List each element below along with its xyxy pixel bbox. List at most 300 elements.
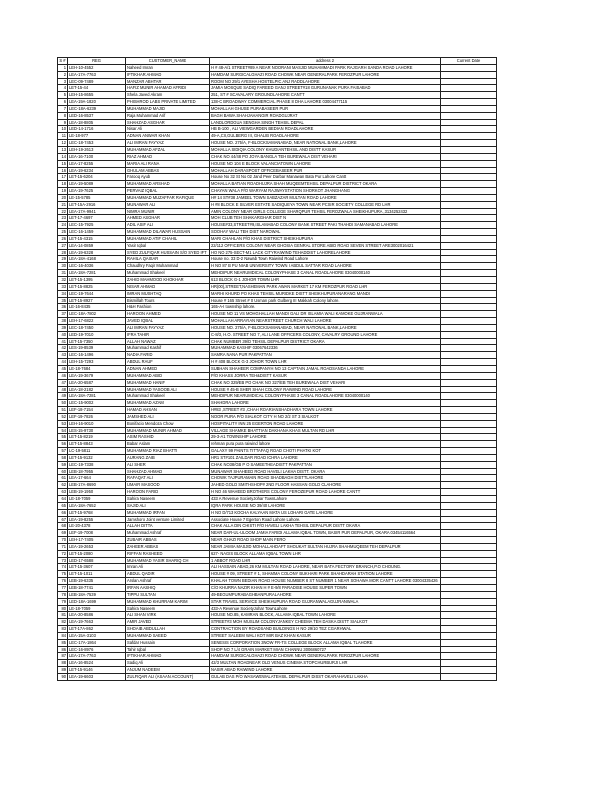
reg-cell: LEB-18-7955 [68,468,126,475]
current-date-cell [441,304,497,311]
address-cell: Associate House 7 Egerton Road Lahore Lahore. [210,516,441,523]
header-row [58,58,497,65]
reg-cell: LEA-18-8805 [68,119,126,126]
address-cell: HO NO 275-SECT-M1 LACK CITYRAIWIND TEHADDIST LAHORELAHORE [210,249,441,256]
address-cell: HR1 ST#101 ZAILDAR ROAD ICHRA LAHORE [210,454,441,461]
serial-cell: 58 [58,454,68,461]
serial-cell: 33 [58,283,68,290]
address-cell: HOUSE#33,STREET#9,ISLAMABAD COLONY BANK STREET PAKI THAHDI SAMANABAD LAHORE [210,222,441,229]
table-row [58,496,497,503]
serial-cell: 34 [58,290,68,297]
current-date-cell [441,550,497,557]
reg-cell: LET-17-4697 [68,215,126,222]
reg-cell: LEA-18A-7652 [68,502,126,509]
serial-cell: 39 [58,324,68,331]
current-date-cell [441,646,497,653]
reg-cell: LET-15-1395 [68,277,126,284]
reg-cell: LEC-18A-6239 [68,105,126,112]
reg-cell: LED-17-6588 [68,557,126,564]
current-date-cell [441,407,497,414]
address-cell: SHAHDRA LAHORE [210,400,441,407]
table-body [58,64,497,680]
current-date-cell [441,441,497,448]
current-date-cell [441,413,497,420]
customer-name-cell: Raja Muhammad Arif [126,112,210,119]
current-date-cell [441,475,497,482]
address-cell: C-8/3, H.O. STREET NO 7, ALI LANE OFFICERS COLONY, CAVALRY GROUND LAHORE [210,331,441,338]
reg-cell: LEH-15-8655 [68,92,126,99]
address-cell: HOUSE NO.85, KAMRAN BLOCK, ALLAMA IQBAL TOWN LAHORE [210,612,441,619]
address-cell: HOUSE NO 104 E BLOCK VALANCIATOWN LAHORE [210,160,441,167]
reg-cell: LEC-18-7453 [68,140,126,147]
reg-cell: LEC-16-8976 [68,646,126,653]
current-date-cell [441,591,497,598]
current-date-cell [441,297,497,304]
current-date-cell [441,235,497,242]
serial-cell: 83 [58,626,68,633]
serial-cell: 2 [58,71,68,78]
table-row [58,407,497,414]
table-row [58,194,497,201]
current-date-cell [441,660,497,667]
address-cell: MOHALLAH DARASPOST OFFICEBASEER PUR [210,167,441,174]
customer-name-cell: ALI SHAN VIRK [126,612,210,619]
address-cell: HOUSE # 45-B SHER SHAH COLONY RAIWIND ROAD LAHORE [210,386,441,393]
table-row [58,188,497,195]
address-cell: JAHED GOLD SMITHSHOP# 2ND FLOOR HASSAN GOLD CLAHORE [210,482,441,489]
table-row [58,235,497,242]
table-row [58,502,497,509]
table-row [58,263,497,270]
serial-cell: 60 [58,468,68,475]
reg-cell: LED-18A-1699 [68,598,126,605]
header-customer-name: CUSTOMER_NAME [126,58,210,65]
reg-cell: LEA-18A-7281 [68,393,126,400]
table-row [58,324,497,331]
serial-cell: 12 [58,140,68,147]
reg-cell: LEA-19-7625 [68,188,126,195]
serial-cell: 46 [58,372,68,379]
address-cell: 627- NAGIS BLOCK ALLAMA IQBAL TOWN LHR [210,550,441,557]
table-row [58,639,497,646]
reg-cell: LET-15-2080 [68,550,126,557]
customer-name-cell: MUHAMMAD RIAZ BHATTI [126,448,210,455]
address-cell: 49-BEGUMPURABAGHBANPURALAHORE [210,591,441,598]
customer-name-cell: JAVED IQBAL [126,318,210,325]
customer-name-cell: Yasir Iqbal [126,242,210,249]
reg-cell: LEA-17A-7763 [68,71,126,78]
reg-cell: LEB-19-6335 [68,578,126,585]
serial-cell: 74 [58,564,68,571]
reg-cell: LES-19-8539 [68,345,126,352]
customer-name-cell: ALI IMRAN FAYYAZ [126,324,210,331]
address-cell: C/O KHURRA NAZIR KHAN H # E-9/8 PARADISE HOUSE SUPER TOWN [210,584,441,591]
serial-cell: 56 [58,441,68,448]
reg-cell: LEA-17A-7763 [68,653,126,660]
address-cell: H #8 BLOCK E SILVER ESTATE SADIQUEYA TOWN NEAR PCSIR SOCIETY COLLEGE RD LHR [210,201,441,208]
address-cell: MOH CLUB TEH SHAKARGHAR DIST N [210,215,441,222]
serial-cell: 70 [58,537,68,544]
address-cell: MOHALLAH ARRAYIAN NEARSTREET CHURCH WALI LAHORE [210,318,441,325]
reg-cell: LEA-16-7100 [68,153,126,160]
reg-cell: LET-15-7350 [68,338,126,345]
serial-cell: 51 [58,407,68,414]
customer-name-cell: Muhammad Shakeel [126,393,210,400]
reg-cell: LEF-19-7826 [68,413,126,420]
address-cell: STREET SALEEM WALI KOT MIR BAZ KHAN KASUR [210,632,441,639]
current-date-cell [441,564,497,571]
serial-cell: 40 [58,331,68,338]
reg-cell: LEC-19-7338 [68,461,126,468]
table-row [58,543,497,550]
header-reg: REG [68,58,126,65]
table-row [58,448,497,455]
address-cell: MARHI KHURD PO KHAS TEHSIL MURIDKE DISTT SHEIKHUPURANARANG MANDI [210,290,441,297]
reg-cell: LEA-19-3679 [68,372,126,379]
address-cell: LANDLORDGUA SENGHA SINGH TEHSIL DEPAL [210,119,441,126]
address-cell: ALI HASSAIN ABAD,26 KM MULTAN ROAD LAHORE, NEAR BATA FECTORY BRANCH,P.O CHOUNG. [210,564,441,571]
current-date-cell [441,345,497,352]
address-cell: H NO D/713 KOCHA KALYAAN MATA US LOHARI GATE LAHORE [210,509,441,516]
serial-cell: 80 [58,605,68,612]
current-date-cell [441,249,497,256]
current-date-cell [441,208,497,215]
reg-cell: LEC-18-7450 [68,324,126,331]
address-cell: NOOR PURA P/O SIALKOT CITY H NO 2/2 ST 3 SIALKOT [210,413,441,420]
serial-cell: 64 [58,496,68,503]
reg-cell: LED-19-7010 [68,331,126,338]
customer-name-cell: MUHAMMAD ARSHAD [126,181,210,188]
serial-cell: 77 [58,584,68,591]
customer-name-cell: TIPPU SULTAN [126,591,210,598]
serial-cell: 20 [58,194,68,201]
reg-cell: LED-14-1716 [68,126,126,133]
current-date-cell [441,331,497,338]
address-cell: MOHALLAH GHUSE PURABASEER PUR [210,105,441,112]
customer-name-cell: MUHAMMAD DILAWAR HUSSAIN [126,229,210,236]
customer-name-cell: IFTIKHAR AHMAD [126,71,210,78]
current-date-cell [441,448,497,455]
table-row [58,352,497,359]
reg-cell: LEC-19-7644 [68,290,126,297]
table-row [58,646,497,653]
reg-cell: LEC-16-1496 [68,352,126,359]
customer-name-cell: PHISHROD LABS PRIVATE LIMITED [126,99,210,106]
table-row [58,660,497,667]
current-date-cell [441,324,497,331]
table-row [58,523,497,530]
current-date-cell [441,372,497,379]
address-cell: MEHDIPUR NEARUMDICAL COLONYPHASE 3 CANAL ROADLAHORE 03040000140 [210,393,441,400]
serial-cell: 54 [58,427,68,434]
reg-cell: LEH-16-9010 [68,420,126,427]
address-cell: P/O KHASS JORRA TEH&DISTT KASUR [210,372,441,379]
serial-cell: 67 [58,516,68,523]
table-row [58,591,497,598]
address-cell: 1 ABBOT ROAD LHR [210,557,441,564]
address-cell: MOHALLA SIDIQIA COLONY KHUDIANTEHSIL AND DISTT KASUR [210,146,441,153]
customer-name-cell: ASIM RASHID [126,434,210,441]
customer-name-cell: MUHAMMAD HANIF [126,379,210,386]
current-date-cell [441,489,497,496]
customer-name-cell: UMAIR MASOOD [126,482,210,489]
address-cell: CHAK NUMBER 39/D TEHSIL DEPALPUR DISTRICT OKARA [210,338,441,345]
serial-cell: 29 [58,256,68,263]
table-row [58,256,497,263]
serial-cell: 8 [58,112,68,119]
current-date-cell [441,605,497,612]
reg-cell: LEA-14-0859 [68,242,126,249]
current-date-cell [441,434,497,441]
table-row [58,619,497,626]
customer-name-cell: ZAHEER ABBAS [126,543,210,550]
customer-name-cell: RIAZ AHMAD [126,153,210,160]
table-row [58,557,497,564]
table-row [58,400,497,407]
customer-name-cell: ADNAN ANWAR KHAN [126,133,210,140]
current-date-cell [441,543,497,550]
reg-cell: LEH-19-2613 [68,146,126,153]
table-row [58,270,497,277]
current-date-cell [441,379,497,386]
current-date-cell [441,530,497,537]
reg-cell: LE-18-7059 [68,496,126,503]
reg-cell: LET-15-44 [68,85,126,92]
reg-cell: LET-15-9132 [68,454,126,461]
serial-cell: 17 [58,174,68,181]
address-cell: BAGH BAWA SHAHJAHANGIR ROADGUJRAT [210,112,441,119]
serial-cell: 3 [58,78,68,85]
serial-cell: 52 [58,413,68,420]
address-cell: MEHDIPUR NEARUMDICAL COLONYPHASE 3 CANAL ROADLAHORE 03040000140 [210,270,441,277]
serial-cell: 5 [58,92,68,99]
table-row [58,571,497,578]
table-row [58,311,497,318]
customer-name-cell: Nisar Ali [126,126,210,133]
reg-cell: LEC-09-7489 [68,78,126,85]
customer-name-cell: JAMSHED ALI [126,413,210,420]
current-date-cell [441,85,497,92]
address-cell: SHOP NO 7 L/4 GRAIN MARKET MIAN CHANNU 3006860727 [210,646,441,653]
serial-cell: 16 [58,167,68,174]
table-row [58,489,497,496]
address-cell: HOSPITALITY INN 25 EGERTON ROAD LAHORE [210,420,441,427]
current-date-cell [441,639,497,646]
address-cell: SOOHAY WALI TEH DIST NAROWAL [210,229,441,236]
customer-name-cell: ABDUL RAUF [126,359,210,366]
current-date-cell [441,338,497,345]
serial-cell: 66 [58,509,68,516]
current-date-cell [441,468,497,475]
serial-cell: 9 [58,119,68,126]
address-cell: STAR TRAVEL SERVICE SHEIKHUPURA ROAD GUJRANWALAGUJRANWALA [210,598,441,605]
current-date-cell [441,352,497,359]
current-date-cell [441,571,497,578]
current-date-cell [441,523,497,530]
address-cell: HB B-100 , ALI VIEWGARDEN BEDIAN ROADLAHORE [210,126,441,133]
address-cell: House No 32 St No 02 Jand Peer Darbar Manawan Bata Pur Lahore Cantt [210,174,441,181]
reg-cell: LET-15A-2916 [68,201,126,208]
reg-cell: LEA-17A-9941 [68,208,126,215]
customer-name-cell: MUHAMMAD ABID [126,372,210,379]
customer-name-cell: NISAR AHMAD [126,283,210,290]
serial-cell: 78 [58,591,68,598]
reg-cell: LEA-20-8586 [68,612,126,619]
serial-cell: 32 [58,277,68,284]
reg-cell: LEA-19-5089 [68,181,126,188]
table-row [58,167,497,174]
customer-name-cell: ADNAN AHMED [126,365,210,372]
current-date-cell [441,277,497,284]
current-date-cell [441,119,497,126]
reg-cell: LE-18-7059 [68,605,126,612]
reg-cell: LEA-19-6328 [68,249,126,256]
current-date-cell [441,99,497,106]
current-date-cell [441,229,497,236]
customer-name-cell: MUHAMMAD YASIR SHARIQ CH [126,557,210,564]
reg-cell: LEC-18A-7802 [68,311,126,318]
table-row [58,92,497,99]
address-cell: H NO 46 WAHEED BROTHERS COLONY FEROZEPUR ROAD LAHORE CANTT [210,489,441,496]
reg-cell: LEA-19-2653 [68,543,126,550]
serial-cell: 81 [58,612,68,619]
reg-cell: LEA-19-8255 [68,516,126,523]
current-date-cell [441,146,497,153]
table-row [58,85,497,92]
address-cell: ROOM NO 29/1 AYESHA HOSTELPIC ANJ RADDLAHORE [210,78,441,85]
reg-cell: LEA-20-6587 [68,379,126,386]
customer-name-cell: Muhammad Kashif [126,345,210,352]
address-cell: AMIN COLONY NEAR GIRLS COLLEGE SHARQPUR TEHSIL FEROZWALA SHEIKHUPURA ,3134252432 [210,208,441,215]
serial-cell: 44 [58,359,68,366]
customer-name-cell: ZAHID MAHMOOD KHOKHAR [126,277,210,284]
current-date-cell [441,578,497,585]
current-date-cell [441,454,497,461]
table-row [58,427,497,434]
address-cell: CHOWK TAJPURAMAIN ROAD SHADBAGH DISTTLAHORE [210,475,441,482]
serial-cell: 86 [58,646,68,653]
customer-name-cell: Naheed Imran [126,64,210,71]
reg-cell: LEC-16-4036 [68,263,126,270]
current-date-cell [441,400,497,407]
customer-name-cell: Safdar Hussain [126,639,210,646]
reg-cell: LEH-10-4552 [68,64,126,71]
current-date-cell [441,420,497,427]
address-cell: 433-A Revenue SocietyJohar TownLahore [210,605,441,612]
customer-name-cell: MANZAR ABHTAR [126,78,210,85]
table-row [58,249,497,256]
reg-cell: LET-15-4315 [68,235,126,242]
table-row [58,222,497,229]
serial-cell: 19 [58,188,68,195]
serial-cell: 59 [58,461,68,468]
table-row [58,290,497,297]
reg-cell: LEH-15-7293 [68,359,126,366]
serial-cell: 82 [58,619,68,626]
table-row [58,283,497,290]
reg-cell: LET-15-8843 [68,441,126,448]
reg-cell: LE-15-5785 [68,194,126,201]
address-cell: CHAK NO 329/EB PO CHAK NO 327/EB TEH BUREWALA DIST VEHARI [210,379,441,386]
reg-cell: LE-16-8435 [68,304,126,311]
serial-cell: 61 [58,475,68,482]
current-date-cell [441,612,497,619]
serial-cell: 24 [58,222,68,229]
customer-name-cell: MUHAMMAD MUZAFFAR RAFIQUE [126,194,210,201]
serial-cell: 73 [58,557,68,564]
serial-cell: 89 [58,667,68,674]
customer-name-cell: Arslan Ashraf [126,578,210,585]
address-cell: 22/112 OFFICERS COLONY NEAR GHOSIA GENRAL STORE ABID ROAD SEVEN STREET ARE3002016421 [210,242,441,249]
current-date-cell [441,105,497,112]
address-cell: 433 A Revenue SocietyJohar TownLahore [210,496,441,503]
customer-name-cell: ABDUL QADIR [126,571,210,578]
serial-cell: 47 [58,379,68,386]
reg-cell: LET-15-3607 [68,564,126,571]
header-serial: S # [59,58,66,63]
reg-cell: LEF-19-7008 [68,530,126,537]
reg-cell: LET-15-1011 [68,571,126,578]
address-cell: 138-C BROADWAY COMMERCIAL PHASE 8 DHA LAHORE 03004477115 [210,99,441,106]
customer-name-cell: MUHAMMAD MUNIR AHMAD [126,427,210,434]
table-row [58,509,497,516]
table-row [58,475,497,482]
address-cell: House no. 33 D-2 Nawab Town Raiwind Road Lahore [210,256,441,263]
current-date-cell [441,584,497,591]
current-date-cell [441,112,497,119]
table-row [58,516,497,523]
customer-name-cell: PERVAIZ IQBAL [126,188,210,195]
customer-name-cell: RIFFAN RASHEED [126,550,210,557]
table-row [58,379,497,386]
current-date-cell [441,92,497,99]
reg-cell: LET-15-9146 [68,667,126,674]
serial-cell: 30 [58,263,68,270]
current-date-cell [441,461,497,468]
current-date-cell [441,270,497,277]
address-cell: HAMDAM SURGICALGHAZI ROAD CHOWK NEAR GENERALPARK FEROZPUR LAHORE [210,71,441,78]
current-date-cell [441,502,497,509]
serial-cell: 35 [58,297,68,304]
serial-cell: 62 [58,482,68,489]
current-date-cell [441,290,497,297]
current-date-cell [441,557,497,564]
table-row [58,345,497,352]
current-date-cell [441,283,497,290]
current-date-cell [441,188,497,195]
serial-cell: 65 [58,502,68,509]
address-cell: NEAR JAMIA MASJID MOHALLAHDAFT SHOUKAT SULTAN HUJRA SHAHMUQEEM TEH DEPALPUR [210,543,441,550]
current-date-cell [441,160,497,167]
reg-cell: LEC-15-7925 [68,222,126,229]
reg-cell: LEB-18A-7539 [68,591,126,598]
serial-cell: 90 [58,673,68,680]
customer-name-cell: MUHAMMAD AFZAL [126,146,210,153]
address-cell: NEAR DAR-UL-ULOOM JAMIA FARIDI ALLAMA IQBAL TOWN, BASIR PUR DEPALPUR, OKARA 03454116564 [210,530,441,537]
serial-cell: 1 [58,64,68,71]
customer-name-cell: Muhammad Shakeel [126,270,210,277]
reg-cell: LEC-15-9002 [68,400,126,407]
table-row [58,208,497,215]
customer-name-cell: IFRA TAHIR [126,331,210,338]
address-cell: House # 165 Street # 0 Usman park Gulberg III Makkah Colony lahore. [210,297,441,304]
current-date-cell [441,140,497,147]
address-cell: SUBHAN SHAHEER COMPANYH NO 13 CAPTAIN JAMAL ROADSANDA LAHORE [210,365,441,372]
table-row [58,461,497,468]
current-date-cell [441,126,497,133]
current-date-cell [441,619,497,626]
table-row [58,365,497,372]
